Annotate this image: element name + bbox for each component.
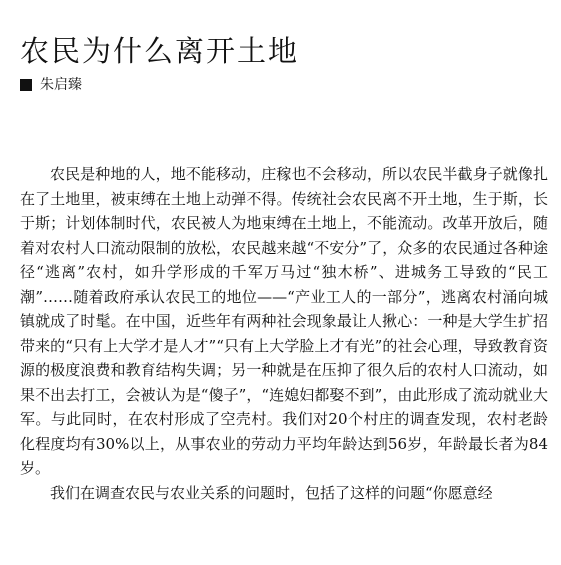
byline [20, 75, 82, 95]
square-bullet-icon [20, 79, 32, 91]
paragraph-2: 我们在调查农民与农业关系的问题时，包括了这样的问题“你愿意经 [50, 483, 493, 502]
article-body [20, 162, 548, 505]
author-name: 朱启臻 [40, 77, 82, 93]
paragraph-1: 农民是种地的人，地不能移动，庄稼也不会移动，所以农民半截身子就像扎在了土地里，被束缚在土地上动弹不得。传统社会农民离不开土地，生于斯，长于斯；计划体制时代，农民被人为地束缚在土地上，不能流动。改革开放后，随着对农村人口流动限制的放松，农民越来越“不安分”了，众多的农民通过各种途径“逃离”农村，如升学形成的千军万马过“独木桥”、进城务工导致的“民工潮”……随着政府承认农民工的地位——“产业工人的一部分”，逃离农村涌向城镇就成了时髦。在中国，近些年有两种社会现象最让人揪心：一种是大学生扩招带来的“只有上大学才是人才”“只有上大学脸上才有光”的社会心理，导致教育资源的极度浪费和教育结构失调；另一种就是在压抑了很久后的农村人口流动，如果不出去打工，会被认为是“傻子”，“连媳妇都娶不到”，由此形成了流动就业大军。与此同时，在农村形成了空壳村。我们对20个村庄的调查发现，农村老龄化程度均有30%以上，从事农业的劳动力平均年龄达到56岁，年龄最长者为84岁。 [20, 165, 548, 477]
article-title: 农民为什么离开土地 [20, 34, 300, 69]
